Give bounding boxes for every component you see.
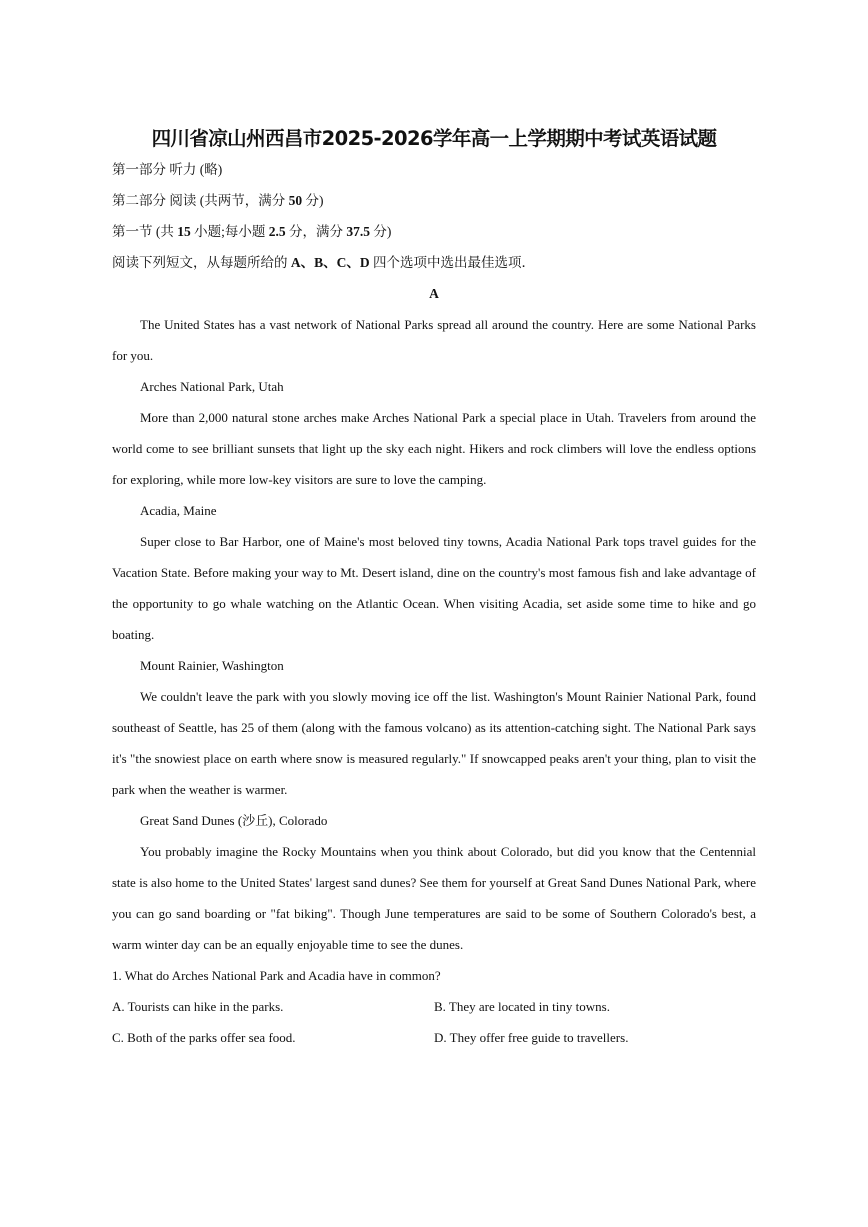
question-1-options — [112, 991, 756, 1053]
part-one-heading: 第一部分 听力 (略) — [112, 162, 223, 177]
park-text-arches: More than 2,000 natural stone arches make Arches National Park a special place in Utah. Travelers from around the world come to see brilliant sunsets that light up the sky each night. Hikers and rock climbers will love the endless options for exploring, while more low-key visitors are sure to love the camping. — [112, 410, 756, 487]
question-1-option-a: A. Tourists can hike in the parks. — [112, 999, 284, 1014]
section-one-heading — [112, 216, 756, 247]
part-two-suffix: 分) — [305, 193, 324, 208]
part-two-prefix: 第二部分 阅读 (共两节，满分 — [112, 193, 286, 208]
park-text-rainier: We couldn't leave the park with you slowly moving ice off the list. Washington's Mount Rainier National Park, found southeast of Seattle, has 25 of them (along with the famous volcano) as its attention-catching sight. The National Park says it's "the snowiest place on earth where snow is measured regularly." If snowcapped peaks aren't your thing, plan to visit the park when the weather is warmer. — [112, 689, 756, 797]
park-text-acadia: Super close to Bar Harbor, one of Maine's most beloved tiny towns, Acadia National Park tops travel guides for the Vacation State. Before making your way to Mt. Desert island, dine on the country's most famous fish and lake advantage of the opportunity to go whale watching on the Atlantic Ocean. When visiting Acadia, set aside some time to hike and go boating. — [112, 534, 756, 642]
instruction — [112, 247, 756, 278]
instruction-prefix: 阅读下列短文，从每题所给的 — [112, 255, 288, 270]
section-one-each: 2.5 — [268, 224, 286, 239]
section-one-total: 37.5 — [346, 224, 371, 239]
park-text-sand-dunes: You probably imagine the Rocky Mountains when you think about Colorado, but did you know that the Centennial state is also home to the United States' largest sand dunes? See them for yourself at Great Sand Dunes National Park, where you can go sand boarding or "fat biking". Though June temperatures are said to be some of Southern Colorado's best, a warm winter day can be an equally enjoyable time to see the dunes. — [112, 844, 756, 952]
question-1-option-b: B. They are located in tiny towns. — [434, 999, 610, 1014]
question-1-option-c: C. Both of the parks offer sea food. — [112, 1030, 296, 1045]
section-one-count: 15 — [177, 224, 191, 239]
section-one-mid2: 分，满分 — [289, 224, 344, 239]
page-title: 四川省凉山州西昌市2025-2026学年高一上学期期中考试英语试题 — [151, 127, 717, 150]
instruction-suffix: 四个选项中选出最佳选项． — [373, 255, 536, 270]
section-one-prefix: 第一节 (共 — [112, 224, 174, 239]
instruction-letters: A、B、C、D — [290, 255, 370, 270]
park-heading-rainier: Mount Rainier, Washington — [140, 658, 284, 673]
park-heading-acadia: Acadia, Maine — [140, 503, 217, 518]
part-two-heading — [112, 185, 756, 216]
passage-intro: The United States has a vast network of National Parks spread all around the country. Here are some National Parks for you. — [112, 317, 756, 363]
part-two-score: 50 — [288, 193, 303, 208]
passage-letter: A — [429, 286, 439, 301]
question-1-option-d: D. They offer free guide to travellers. — [434, 1030, 629, 1045]
question-1-stem: 1. What do Arches National Park and Acadia have in common? — [112, 968, 441, 983]
park-heading-sand-dunes: Great Sand Dunes (沙丘), Colorado — [140, 813, 328, 828]
section-one-suffix: 分) — [373, 224, 392, 239]
park-heading-arches: Arches National Park, Utah — [140, 379, 284, 394]
section-one-mid1: 小题;每小题 — [194, 224, 266, 239]
